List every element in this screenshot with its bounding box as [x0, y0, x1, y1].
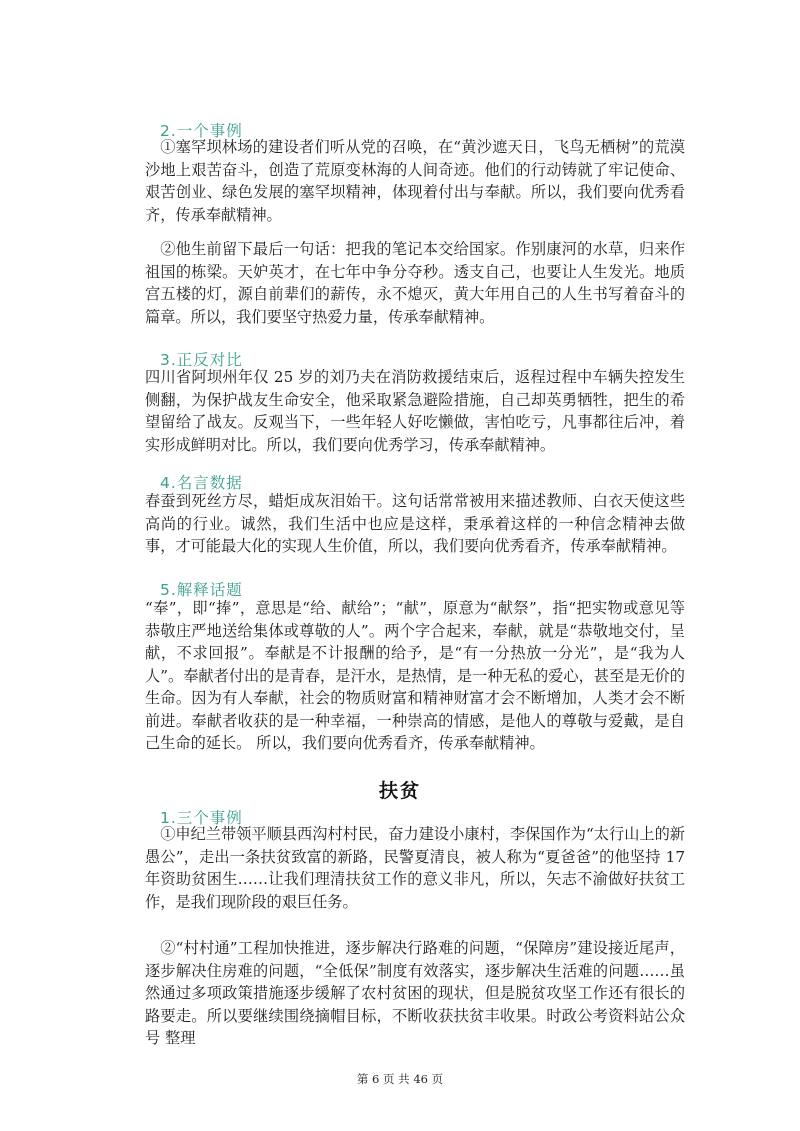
- paragraph-shen-jilan: ①申纪兰带领平顺县西沟村村民，奋力建设小康村，李保国作为“太行山上的新愚公”，走出一条扶贫致富的新路，民警夏清良，被人称为“夏爸爸”的他坚持 17 年资助贫困生……让我们理清扶贫工作的意义非凡，所以，矢志不渝做好扶贫工作，是我们现阶段的艰巨任务。: [145, 825, 685, 911]
- paragraph-spring-silkworm: 春蚕到死丝方尽，蜡炬成灰泪始干。这句话常常被用来描述教师、白衣天使这些高尚的行业。诚然，我们生活中也应是这样，秉承着这样的一种信念精神去做事，才可能最大化的实现人生价值，所以，我们要向优秀看齐，传承奉献精神。: [145, 492, 685, 555]
- section-title-poverty: 扶贫: [378, 780, 421, 802]
- page-footer: 第 6 页 共 46 页: [356, 1072, 444, 1086]
- heading-contrast: 3.正反对比: [160, 351, 243, 369]
- heading-three-examples: 1.三个事例: [160, 809, 243, 827]
- heading-quotes: 4.名言数据: [160, 474, 243, 492]
- paragraph-explain-fengxian: “奉”，即“捧”，意思是“给、献给”；“献”，原意为“献祭”，指“把实物或意见等恭敬庄严地送给集体或尊敬的人”。两个字合起来，奉献，就是“恭敬地交付，呈献，不求回报”。奉献是不计报酬的给予，是“有一分热放一分光”，是“我为人人”。奉献者付出的是青春，是汗水，是热情，是一种无私的爱心，甚至是无价的生命。因为有人奉献，社会的物质财富和精神财富才会不断增加，人类才会不断前进。奉献者收获的是一种幸福，一种崇高的情感，是他人的尊敬与爱戴，是自己生命的延长。 所以，我们要向优秀看齐，传承奉献精神。: [145, 599, 685, 752]
- paragraph-village-roads: ②“村村通”工程加快推进，逐步解决行路难的问题，“保障房”建设接近尾声，逐步解决住房难的问题，“全低保”制度有效落实，逐步解决生活难的问题……虽然通过多项政策措施逐步缓解了农村贫困的现状，但是脱贫攻坚工作还有很长的路要走。所以要继续围绕摘帽目标，不断收获扶贫丰收果。时政公考资料站公众号 整理: [145, 939, 685, 1047]
- paragraph-liu-naifu: 四川省阿坝州年仅 25 岁的刘乃夫在消防救援结束后，返程过程中车辆失控发生侧翻，为保护战友生命安全，他采取紧急避险措施，自己却英勇牺牲，把生的希望留给了战友。反观当下，一些年轻人好吃懒做，害怕吃亏，凡事都往后冲，着实形成鲜明对比。所以，我们要向优秀学习，传承奉献精神。: [145, 368, 685, 454]
- paragraph-huang-danian: ②他生前留下最后一句话：把我的笔记本交给国家。作别康河的水草，归来作祖国的栋梁。天妒英才，在七年中争分夺秒。透支自己，也要让人生发光。地质宫五楼的灯，源自前辈们的薪传，永不熄灭，黄大年用自己的人生书写着奋斗的篇章。所以，我们要坚守热爱力量，传承奉献精神。: [145, 240, 685, 326]
- heading-one-example: 2.一个事例: [160, 122, 243, 140]
- heading-explain-topic: 5.解释话题: [160, 581, 243, 599]
- paragraph-saihanba: ①塞罕坝林场的建设者们听从党的召唤，在“黄沙遮天日，飞鸟无栖树”的荒漠沙地上艰苦奋斗，创造了荒原变林海的人间奇迹。他们的行动铸就了牢记使命、艰苦创业、绿色发展的塞罕坝精神，体现着付出与奉献。所以，我们要向优秀看齐，传承奉献精神。: [145, 138, 685, 224]
